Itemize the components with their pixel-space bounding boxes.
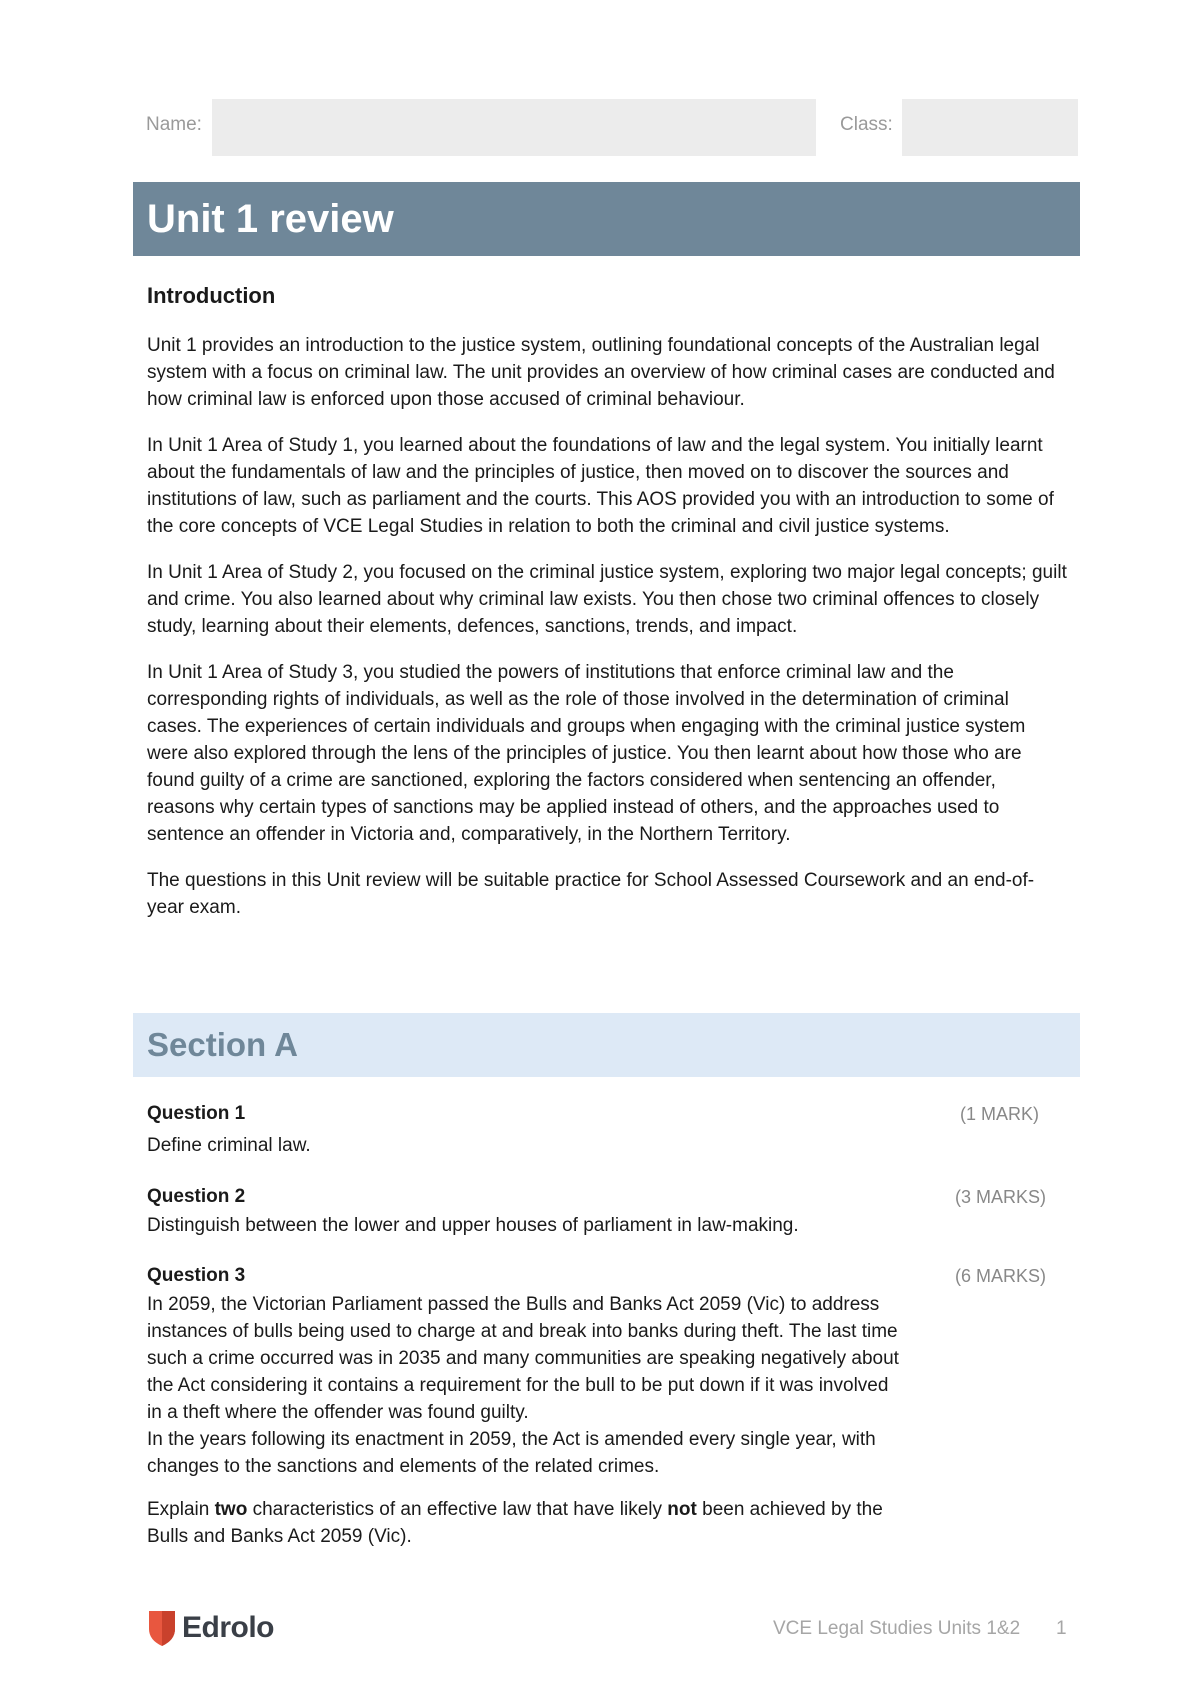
introduction-heading: Introduction [147, 283, 276, 308]
question-3-marks: (6 MARKS) [955, 1266, 1047, 1286]
question-3-stem [147, 1291, 907, 1480]
question-1-title: Question 1 [147, 1103, 246, 1124]
question-1-text: Define criminal law. [147, 1135, 311, 1156]
introduction-body [147, 332, 1067, 940]
intro-paragraph: In Unit 1 Area of Study 2, you focused on the criminal justice system, exploring two major legal concepts; guilt and crime. You also learned about why criminal law exists. You then chose two criminal offences to closely study, learning about their elements, defences, sanctions, trends, and impact. [147, 562, 1067, 637]
section-a-banner [133, 1013, 1080, 1077]
class-label: Class: [840, 114, 893, 135]
question-1-marks: (1 MARK) [960, 1104, 1040, 1124]
shield-icon [148, 1609, 176, 1647]
question-2-title: Question 2 [147, 1186, 246, 1207]
footer-course: VCE Legal Studies Units 1&2 [773, 1618, 1021, 1639]
name-label: Name: [146, 114, 202, 135]
page-title: Unit 1 review [147, 196, 394, 241]
section-a-heading: Section A [147, 1026, 298, 1063]
title-banner [133, 182, 1080, 256]
intro-paragraph: In Unit 1 Area of Study 3, you studied the powers of institutions that enforce criminal law and the corresponding rights of individuals, as well as the role of those involved in the determination of criminal cases. The experiences of certain individuals and groups when engaging with the criminal justice system were also explored through the lens of the principles of justice. You then learnt about how those who are found guilty of a crime are sanctioned, exploring the factors considered when sentencing an offender, reasons why certain types of sanctions may be applied instead of others, and the approaches used to sentence an offender in Victoria and, comparatively, in the Northern Territory. [147, 662, 1026, 845]
question-2-marks: (3 MARKS) [955, 1187, 1047, 1207]
intro-paragraph: Unit 1 provides an introduction to the justice system, outlining foundational concepts of the Australian legal system with a focus on criminal law. The unit provides an overview of how criminal cases are conducted and how criminal law is enforced upon those accused of criminal behaviour. [147, 335, 1055, 410]
edrolo-logo [148, 1609, 274, 1647]
question-2-text: Distinguish between the lower and upper houses of parliament in law-making. [147, 1215, 799, 1236]
intro-paragraph: The questions in this Unit review will be suitable practice for School Assessed Coursework and an end-of-year exam. [147, 870, 1035, 918]
intro-paragraph: In Unit 1 Area of Study 1, you learned about the foundations of law and the legal system. You initially learnt about the fundamentals of law and the principles of justice, then moved on to discover the sources and institutions of law, such as parliament and the courts. This AOS provided you with an introduction to some of the core concepts of VCE Legal Studies in relation to both the criminal and civil justice systems. [147, 435, 1054, 537]
question-3-title: Question 3 [147, 1265, 246, 1286]
name-field[interactable] [212, 99, 816, 156]
class-field[interactable] [902, 99, 1078, 156]
question-3-task: Explain two characteristics of an effective law that have likely not been achieved by the Bulls and Banks Act 2059 (Vic). [147, 1499, 883, 1547]
question-3-stem-paragraph: In the years following its enactment in 2059, the Act is amended every single year, with changes to the sanctions and elements of the related crimes. [147, 1429, 876, 1477]
question-3-stem-paragraph: In 2059, the Victorian Parliament passed the Bulls and Banks Act 2059 (Vic) to address instances of bulls being used to charge at and break into banks during theft. The last time such a crime occurred was in 2035 and many communities are speaking negatively about the Act considering it contains a requirement for the bull to be put down if it was involved in a theft where the offender was found guilty. [147, 1294, 899, 1423]
logo-text: Edrolo [182, 1611, 274, 1644]
page-number: 1 [1056, 1618, 1067, 1639]
